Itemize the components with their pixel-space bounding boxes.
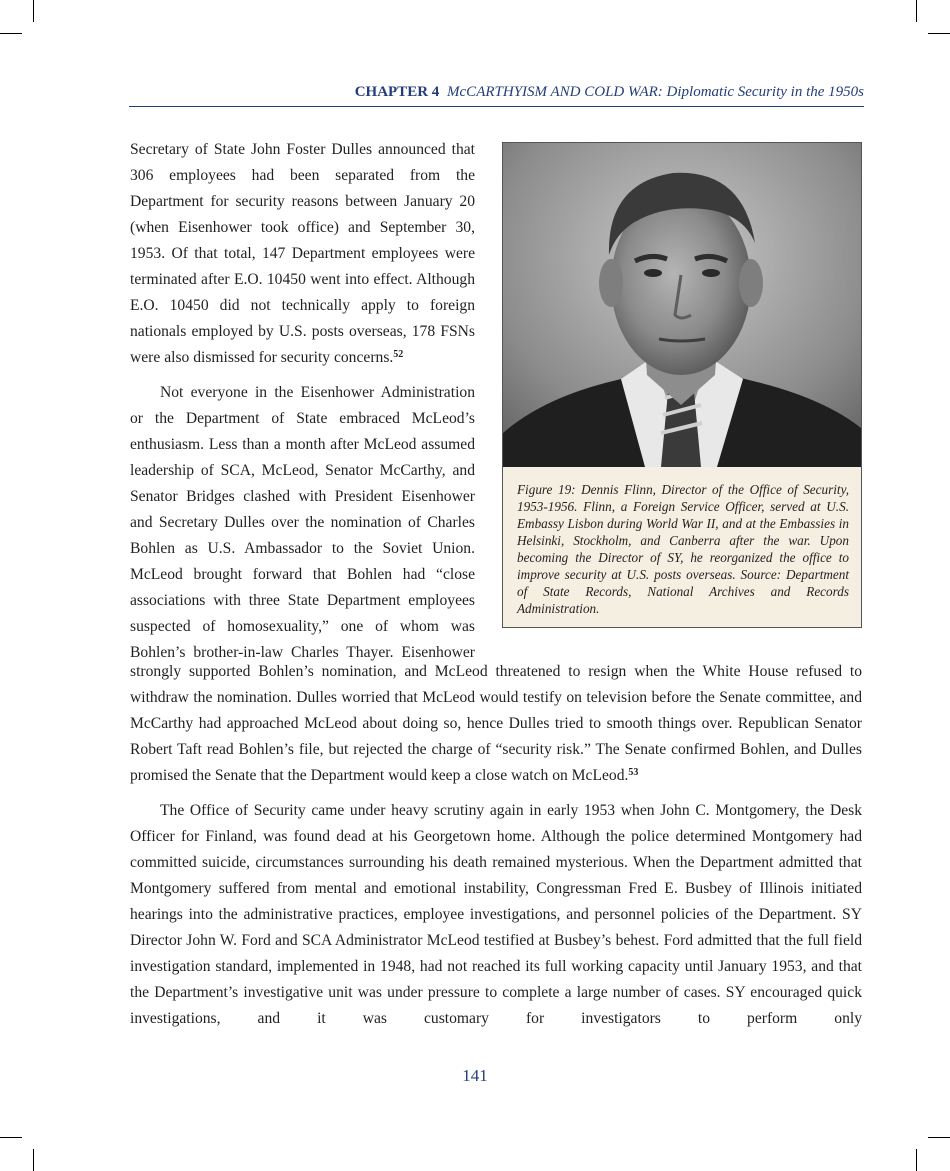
page-number: 141 xyxy=(462,1066,488,1085)
portrait-photo xyxy=(503,143,861,467)
left-column xyxy=(130,137,475,666)
crop-mark-bottom-right xyxy=(916,1149,917,1171)
paragraph-3-text: strongly supported Bohlen’s nomination, and McLeod threatened to resign when the White House refused to withdraw the nomination. Dulles worried that McLeod would testify on television before the Senate committee, and McCarthy had approached McLeod about doing so, hence Dulles tried to smooth things over. Republican Senator Robert Taft read Bohlen’s file, but rejected the charge of “security risk.” The Senate confirmed Bohlen, and Dulles promised the Senate that the Department would keep a close watch on McLeod. xyxy=(130,663,862,784)
figure-caption: Figure 19: Dennis Flinn, Director of the Office of Security, 1953-1956. Flinn, a Foreign Service Officer, served at U.S. Embassy Lisbon during World War II, and at the Embassies in Helsinki, Stockholm, and Canberra after the war. Upon becoming the Director of SY, he reorganized the office to improve security at U.S. posts overseas. Source: Department of State Records, National Archives and Records Administration. xyxy=(517,482,849,616)
crop-mark-bottom-left-h xyxy=(0,1137,22,1138)
footnote-ref-52[interactable]: 52 xyxy=(393,349,404,360)
crop-mark-top-left xyxy=(33,0,34,22)
running-head xyxy=(355,84,864,101)
crop-mark-bottom-left xyxy=(33,1149,34,1171)
chapter-title: McCARTHYISM AND COLD WAR: Diplomatic Security in the 1950s xyxy=(447,84,864,100)
full-width-text xyxy=(130,659,862,1032)
crop-mark-top-right xyxy=(916,0,917,22)
crop-mark-top-right-h xyxy=(928,33,950,34)
figure-19 xyxy=(502,142,862,628)
paragraph-2 xyxy=(130,380,475,666)
paragraph-2-text: Not everyone in the Eisenhower Administration or the Department of State embraced McLeod’s enthusiasm. Less than a month after McLeod assumed leadership of SCA, McLeod, Senator McCarthy, and Senator Bridges clashed with President Eisenhower and Secretary Dulles over the nomination of Charles Bohlen as U.S. Ambassador to the Soviet Union. McLeod brought forward that Bohlen had “close associations with three State Department employees suspected of homosexuality,” one of whom was Bohlen’s brother-in-law Charles Thayer. Eisenhower xyxy=(130,384,475,661)
paragraph-4 xyxy=(130,798,862,1032)
chapter-label: CHAPTER 4 xyxy=(354,84,440,100)
footnote-ref-53[interactable]: 53 xyxy=(628,767,639,778)
paragraph-1 xyxy=(130,137,475,371)
paragraph-1-text: Secretary of State John Foster Dulles announced that 306 employees had been separated from the Department for security reasons between January 20 (when Eisenhower took office) and September 30, 1953. Of that total, 147 Department employees were terminated after E.O. 10450 went into effect. Although E.O. 10450 did not technically apply to foreign nationals employed by U.S. posts overseas, 178 FSNs were also dismissed for security concerns. xyxy=(130,141,475,366)
paragraph-4-text: The Office of Security came under heavy scrutiny again in early 1953 when John C. Montgomery, the Desk Officer for Finland, was found dead at his Georgetown home. Although the police determined Montgomery had committed suicide, circumstances surrounding his death remained mysterious. When the Department admitted that Montgomery suffered from mental and emotional instability, Congressman Fred E. Busbey of Illinois initiated hearings into the administrative practices, employee investigations, and personnel policies of the Department. SY Director John W. Ford and SCA Administrator McLeod testified at Busbey’s behest. Ford admitted that the full field investigation standard, implemented in 1948, had not reached its full working capacity until January 1953, and that the Department’s investigative unit was under pressure to complete a large number of cases. SY encouraged quick investigations, and it was customary for investigators to perform only xyxy=(130,802,862,1027)
crop-mark-bottom-right-h xyxy=(928,1137,950,1138)
portrait-illustration xyxy=(503,143,861,467)
crop-mark-top-left-h xyxy=(0,33,22,34)
header-rule xyxy=(129,106,864,107)
paragraph-3 xyxy=(130,659,862,789)
